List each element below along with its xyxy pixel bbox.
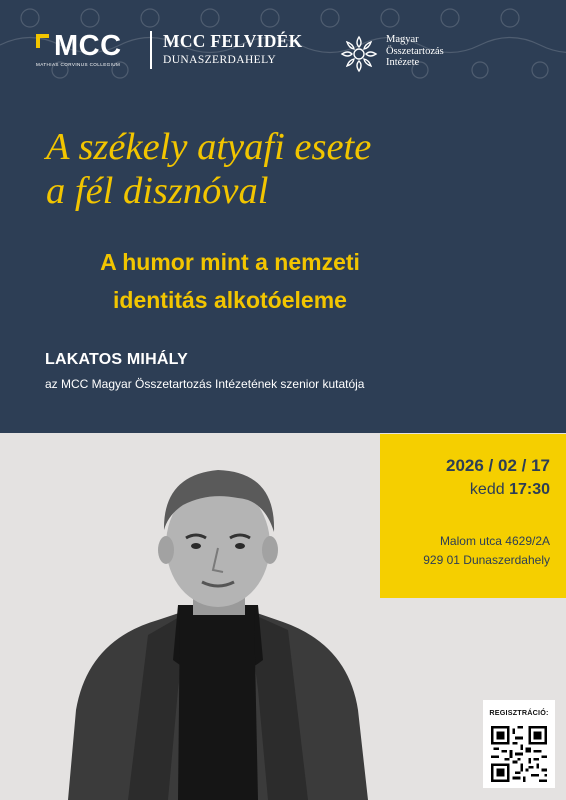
event-info-box bbox=[380, 434, 566, 598]
event-subtitle bbox=[0, 243, 460, 319]
event-address-line1: Malom utca 4629/2A bbox=[439, 534, 550, 548]
mcc-logo bbox=[36, 32, 122, 67]
registration-box[interactable] bbox=[483, 700, 555, 788]
mcc-logo-mark-icon bbox=[36, 34, 49, 48]
felvidek-logo bbox=[163, 31, 303, 66]
header-divider bbox=[150, 31, 152, 69]
institute-emblem-icon bbox=[339, 34, 379, 74]
institute-name-line1: Magyar bbox=[386, 34, 419, 45]
institute-name-line2: Összetartozás bbox=[386, 45, 444, 57]
event-date: 2026 / 02 / 17 bbox=[446, 456, 550, 475]
qr-code-icon[interactable] bbox=[491, 726, 547, 782]
event-weekday: kedd bbox=[469, 481, 505, 498]
speaker-portrait bbox=[68, 460, 368, 800]
event-title-line1: A székely atyafi esete bbox=[46, 126, 372, 168]
felvidek-title: MCC FELVIDÉK bbox=[163, 31, 303, 51]
felvidek-location: DUNASZERDAHELY bbox=[163, 54, 277, 66]
event-subtitle-line1: A humor mint a nemzeti bbox=[100, 249, 360, 275]
institute-name-line3: Intézete bbox=[386, 57, 420, 68]
event-title bbox=[46, 125, 371, 213]
registration-label: REGISZTRÁCIÓ: bbox=[489, 708, 549, 717]
event-time: 17:30 bbox=[509, 481, 550, 498]
mcc-logo-subtext: MATHIAS CORVINUS COLLEGIUM bbox=[36, 62, 121, 67]
event-address bbox=[423, 532, 550, 570]
event-subtitle-line2: identitás alkotóeleme bbox=[113, 287, 347, 313]
event-day-time bbox=[470, 481, 550, 499]
event-title-line2: a fél disznóval bbox=[46, 170, 269, 212]
speaker-name: LAKATOS MIHÁLY bbox=[45, 351, 188, 368]
event-address-line2: 929 01 Dunaszerdahely bbox=[423, 553, 550, 567]
mcc-logo-text: MCC bbox=[54, 30, 122, 62]
speaker-role: az MCC Magyar Összetartozás Intézetének szenior kutatója bbox=[45, 377, 365, 391]
